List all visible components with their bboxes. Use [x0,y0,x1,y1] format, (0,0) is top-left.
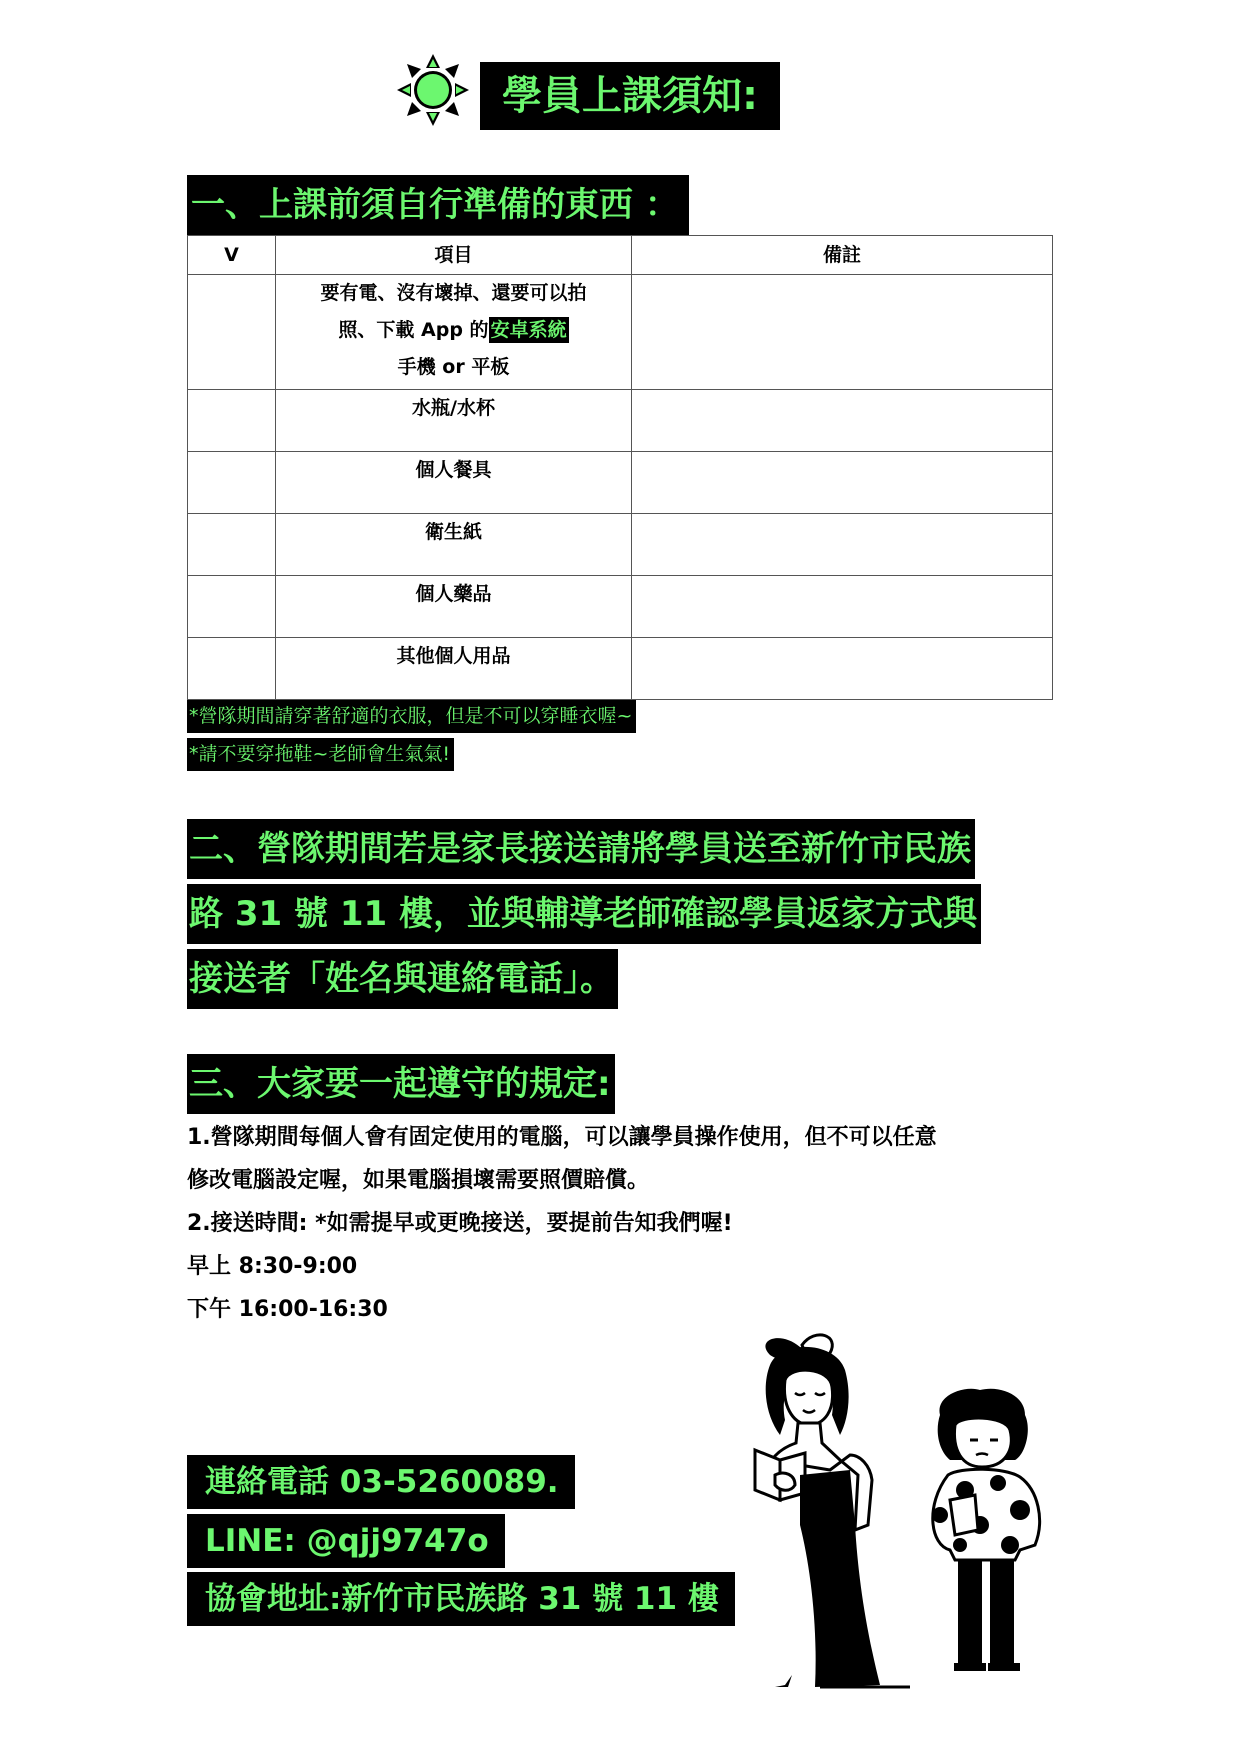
afternoon-time: 下午 16:00-16:30 [187,1297,388,1322]
header-note: 備註 [632,236,1053,275]
item-line: 手機 or 平板 [397,356,510,378]
check-cell [188,638,276,700]
table-row [188,514,1053,576]
page-title: 學員上課須知: [480,62,780,130]
item-cell: 個人藥品 [276,576,632,638]
table-row [188,638,1053,700]
header-check: V [188,236,276,275]
rule-computer-line-1: 1.營隊期間每個人會有固定使用的電腦，可以讓學員操作使用，但不可以任意 [187,1125,937,1150]
section1-heading: 一、上課前須自行準備的東西 ： [187,175,689,235]
contact-line: LINE: @qjj9747o [187,1514,505,1568]
item-cell: 衛生紙 [276,514,632,576]
header-item: 項目 [276,236,632,275]
table-header-row [188,236,1053,275]
check-cell [188,514,276,576]
note-cell [632,514,1053,576]
item-cell: 個人餐具 [276,452,632,514]
table-row [188,576,1053,638]
check-cell [188,275,276,390]
table-row [188,390,1053,452]
item-cell: 水瓶/水杯 [276,390,632,452]
clothing-note: *營隊期間請穿著舒適的衣服，但是不可以穿睡衣喔~ [187,700,636,733]
table-row [188,452,1053,514]
section3-heading: 三、大家要一起遵守的規定: [187,1054,615,1114]
note-cell [632,390,1053,452]
android-highlight: 安卓系統 [490,319,567,341]
section2-line-1: 二、營隊期間若是家長接送請將學員送至新竹市民族 [187,819,975,879]
contact-address: 協會地址:新竹市民族路 31 號 11 樓 [187,1572,735,1626]
item-cell-device [276,275,632,390]
slippers-note: *請不要穿拖鞋~老師會生氣氣! [187,738,454,771]
item-line [276,312,631,349]
item-text: 照、下載 App 的 [338,319,489,341]
note-cell [632,275,1053,390]
table-row [188,275,1053,390]
note-cell [632,638,1053,700]
morning-time: 早上 8:30-9:00 [187,1254,358,1279]
rule-computer-line-2: 修改電腦設定喔，如果電腦損壞需要照價賠償。 [187,1168,650,1193]
check-cell [188,390,276,452]
rule-pickup-time: 2.接送時間: *如需提早或更晚接送，要提前告知我們喔! [187,1211,733,1236]
item-line: 要有電、沒有壞掉、還要可以拍 [320,282,587,304]
check-cell [188,576,276,638]
note-cell [632,576,1053,638]
sun-icon [395,52,471,128]
section2-line-2: 路 31 號 11 樓，並與輔導老師確認學員返家方式與 [187,884,981,944]
supplies-table [187,235,1053,700]
note-cell [632,452,1053,514]
woman-reading-illustration [740,1325,925,1695]
section2-line-3: 接送者「姓名與連絡電話」。 [187,949,618,1009]
check-cell [188,452,276,514]
child-reading-illustration [920,1385,1055,1675]
item-cell: 其他個人用品 [276,638,632,700]
contact-phone: 連絡電話 03-5260089. [187,1455,575,1509]
